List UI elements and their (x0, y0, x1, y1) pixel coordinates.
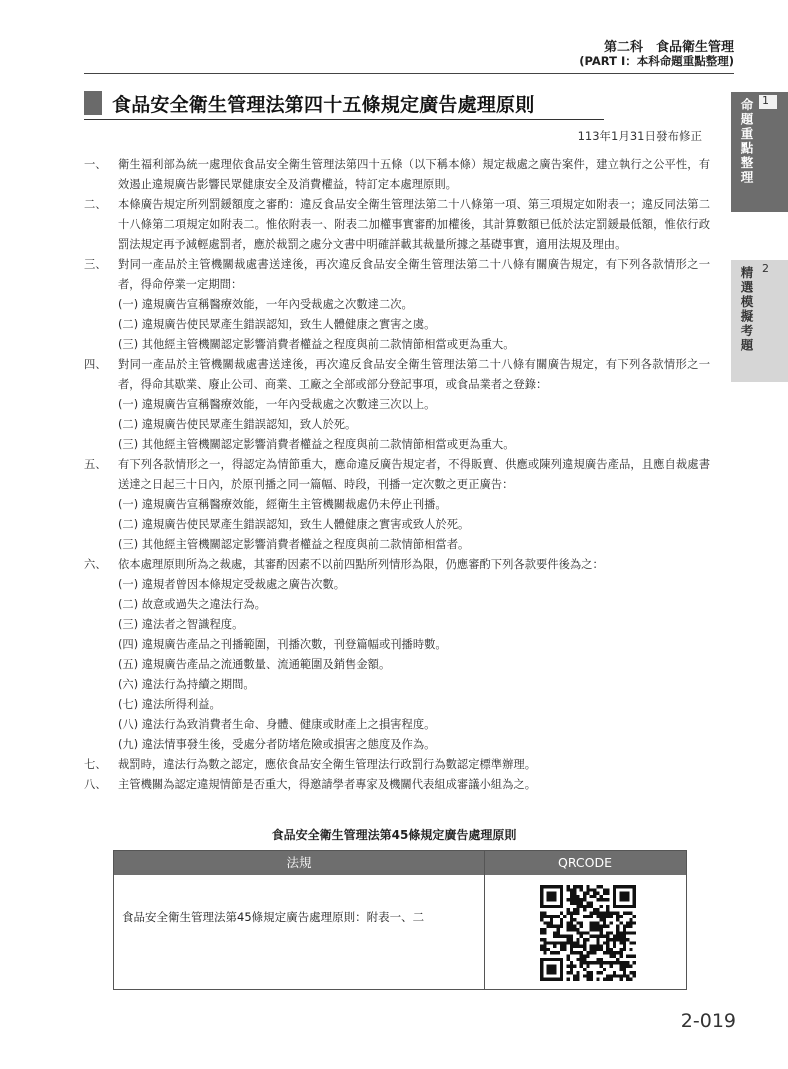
side-tab-label: 精選模擬考題 (739, 266, 754, 353)
item-number: 四、 (84, 358, 107, 371)
section-rule (84, 119, 604, 120)
side-tab-key-points[interactable] (731, 92, 788, 212)
item-text: 對同一產品於主管機關裁處書送達後，再次違反食品安全衛生管理法第二十八條有關廣告規定，有下列各款情形之一者，得命停業一定期間： (118, 258, 710, 291)
item-number: 五、 (84, 458, 107, 471)
revision-date: 113年1月31日發布修正 (577, 129, 702, 143)
regulation-item (84, 195, 710, 255)
sub-item: (一) 違規廣告宣稱醫療效能，一年內受裁處之次數達三次以上。 (118, 398, 436, 411)
side-tab-number: 2 (762, 262, 769, 275)
sub-item: (六) 違法行為持續之期間。 (118, 678, 255, 691)
item-number: 三、 (84, 258, 107, 271)
item-text: 有下列各款情形之一，得認定為情節重大，應命違反廣告規定者，不得販賣、供應或陳列違規廣告產品，且應自裁處書送達之日起三十日內，於原刊播之同一篇幅、時段，刊播一定次數之更正廣告： (118, 458, 710, 491)
sub-item: (一) 違規者曾因本條規定受裁處之廣告次數。 (118, 578, 346, 591)
item-number: 二、 (84, 198, 107, 211)
item-text: 對同一產品於主管機關裁處書送達後，再次違反食品安全衛生管理法第二十八條有關廣告規定，有下列各款情形之一者，得命其歇業、廢止公司、商業、工廠之全部或部分登記事項，或食品業者之登錄： (118, 358, 710, 391)
sub-item: (二) 違規廣告使民眾產生錯誤認知，致生人體健康之實害或致人於死。 (118, 518, 470, 531)
item-number: 六、 (84, 558, 107, 571)
sub-item: (一) 違規廣告宣稱醫療效能，經衛生主管機關裁處仍未停止刊播。 (118, 498, 447, 511)
sub-item: (五) 違規廣告產品之流通數量、流通範圍及銷售金額。 (118, 658, 391, 671)
side-tab-number: 1 (762, 94, 769, 107)
sub-item: (二) 違規廣告使民眾產生錯誤認知，致人於死。 (118, 418, 357, 431)
sub-item: (二) 違規廣告使民眾產生錯誤認知，致生人體健康之實害之虞。 (118, 318, 436, 331)
chapter-title: 第二科 食品衛生管理 (603, 40, 734, 55)
regulation-item (84, 355, 710, 395)
regulation-table (113, 850, 687, 990)
item-number: 八、 (84, 778, 107, 791)
sub-item: (九) 違法情事發生後，受處分者防堵危險或損害之態度及作為。 (118, 738, 436, 751)
sub-item: (七) 違法所得利益。 (118, 698, 221, 711)
regulation-item (84, 775, 710, 795)
sub-item: (四) 違規廣告產品之刊播範圍，刊播次數，刊登篇幅或刊播時數。 (118, 638, 447, 651)
item-text: 依本處理原則所為之裁處，其審酌因素不以前四點所列情形為限，仍應審酌下列各款要件後為之： (118, 558, 604, 571)
section-title: 食品安全衛生管理法第四十五條規定廣告處理原則 (112, 93, 535, 116)
qr-code-icon[interactable] (540, 885, 636, 981)
sub-item: (三) 其他經主管機關認定影響消費者權益之程度與前二款情節相當者。 (118, 538, 470, 551)
sub-item: (三) 其他經主管機關認定影響消費者權益之程度與前二款情節相當或更為重大。 (118, 438, 515, 451)
section-heading (84, 90, 534, 116)
part-subtitle: (PART I：本科命題重點整理) (579, 54, 734, 68)
table-cell-regulation: 食品安全衛生管理法第45條規定廣告處理原則：附表一、二 (122, 910, 425, 924)
table-caption: 食品安全衛生管理法第45條規定廣告處理原則 (271, 828, 517, 842)
column-divider (484, 851, 485, 989)
heading-marker-icon (84, 91, 102, 115)
header-regulation: 法規 (286, 855, 312, 870)
table-header (114, 851, 686, 875)
side-tab-label: 命題重點整理 (739, 98, 754, 185)
item-number: 一、 (84, 158, 107, 171)
item-text: 主管機關為認定違規情節是否重大，得邀請學者專家及機關代表組成審議小組為之。 (118, 778, 536, 791)
regulation-item (84, 755, 710, 775)
item-number: 七、 (84, 758, 107, 771)
regulation-item (84, 455, 710, 495)
sub-item: (一) 違規廣告宣稱醫療效能，一年內受裁處之次數達二次。 (118, 298, 413, 311)
regulation-body (84, 155, 710, 795)
header-qrcode: QRCODE (558, 855, 612, 870)
header-rule (84, 73, 734, 74)
regulation-item (84, 155, 710, 195)
sub-item: (八) 違法行為致消費者生命、身體、健康或財產上之損害程度。 (118, 718, 436, 731)
item-text: 衛生福利部為統一處理依食品安全衛生管理法第四十五條（以下稱本條）規定裁處之廣告案件，建立執行之公平性，有效遏止違規廣告影響民眾健康安全及消費權益，特訂定本處理原則。 (118, 158, 710, 191)
regulation-item (84, 255, 710, 295)
item-text: 裁罰時，違法行為數之認定，應依食品安全衛生管理法行政罰行為數認定標準辦理。 (118, 758, 536, 771)
regulation-item (84, 555, 710, 575)
page-number: 2-019 (680, 1010, 736, 1032)
sub-item: (三) 其他經主管機關認定影響消費者權益之程度與前二款情節相當或更為重大。 (118, 338, 515, 351)
item-text: 本條廣告規定所列罰鍰額度之審酌：違反食品安全衛生管理法第二十八條第一項、第三項規定如附表一；違反同法第二十八條第二項規定如附表二。惟依附表一、附表二加權事實審酌加權後，其計算數額已低於法定罰鍰最低額，惟依行政罰法規定再予減輕處罰者，應於裁罰之處分文書中明確詳載其裁量所據之基礎事實，適用法規及理由。 (118, 198, 710, 251)
sub-item: (二) 故意或過失之違法行為。 (118, 598, 266, 611)
side-tab-practice-questions[interactable] (731, 260, 788, 382)
sub-item: (三) 違法者之智識程度。 (118, 618, 244, 631)
